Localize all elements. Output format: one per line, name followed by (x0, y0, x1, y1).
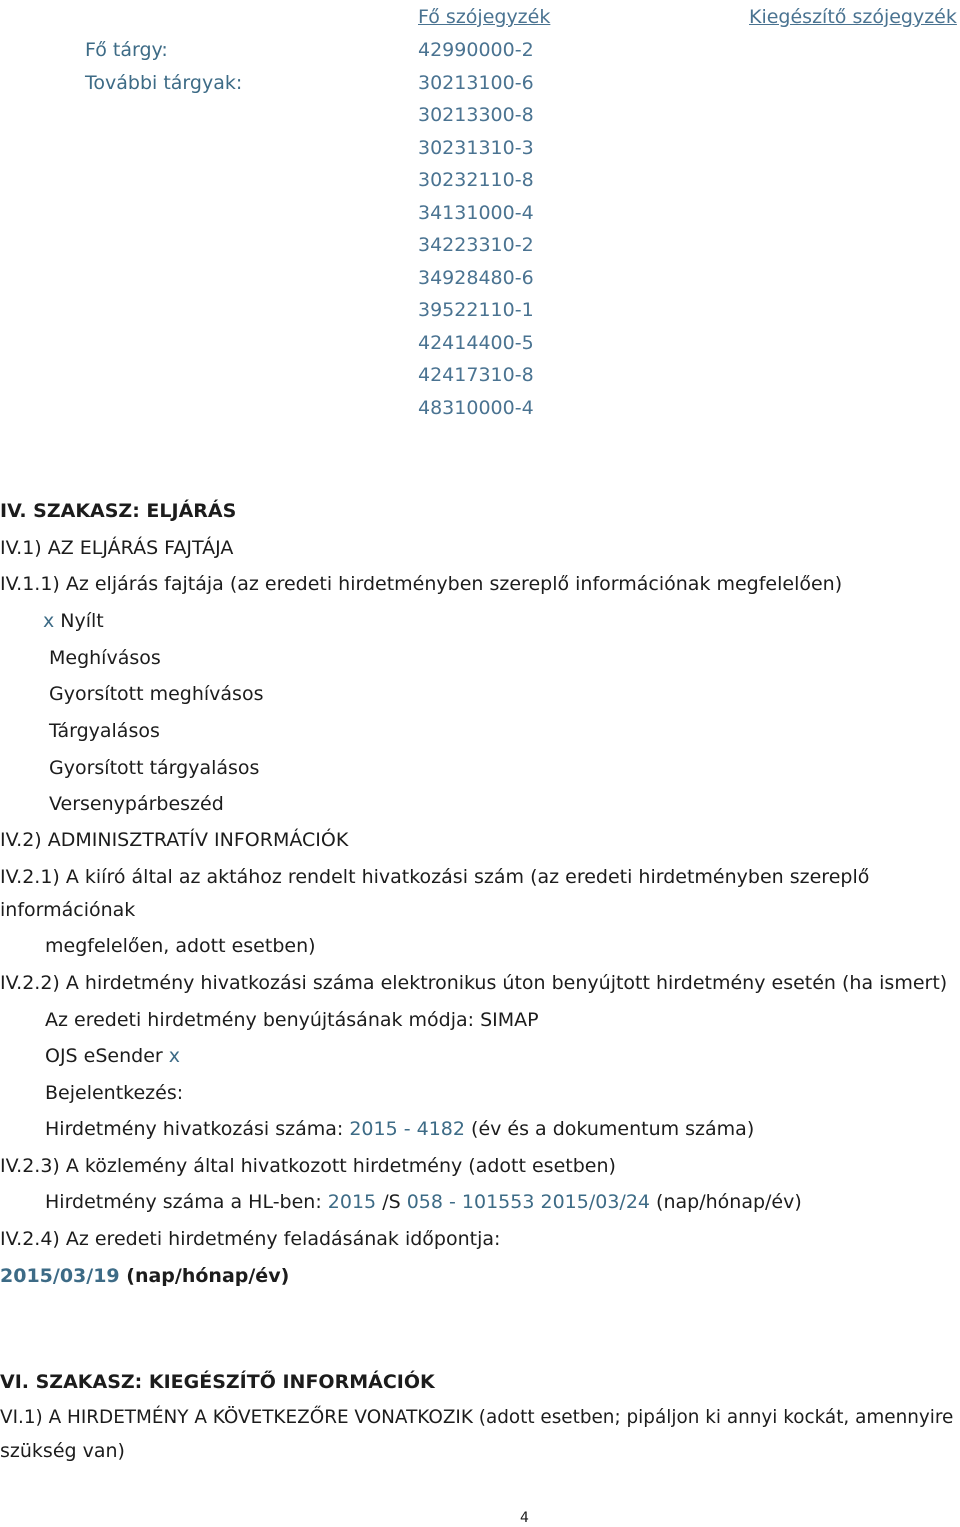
iv11-heading: IV.1.1) Az eljárás fajtája (az eredeti hirdetményben szereplő információnak megfelelően) (0, 573, 843, 595)
section-vi-title: VI. SZAKASZ: KIEGÉSZÍTŐ INFORMÁCIÓK (0, 1371, 435, 1393)
option-label: Nyílt (60, 610, 104, 632)
vi1-heading-line1: VI.1) A HIRDETMÉNY A KÖVETKEZŐRE VONATKOZIK (adott esetben; pipáljon ki annyi kockát, amennyire (0, 1407, 954, 1428)
ojs-esender-row (45, 1045, 180, 1068)
procedure-option-open (43, 610, 104, 633)
procedure-option: Gyorsított tárgyalásos (49, 757, 260, 779)
section-iv-title: IV. SZAKASZ: ELJÁRÁS (0, 500, 237, 522)
additional-cpv-code: 39522110-1 (418, 299, 534, 321)
iv21-heading-line2: információnak (0, 899, 136, 921)
iv21-heading-line3: megfelelően, adott esetben) (45, 935, 316, 957)
vi1-heading-line2: szükség van) (0, 1440, 125, 1462)
oj-notice-row (45, 1191, 802, 1214)
ojs-esender-label: OJS eSender (45, 1045, 163, 1067)
oj-notice-number: 058 - 101553 2015/03/24 (406, 1191, 650, 1213)
procedure-option: Tárgyalásos (49, 720, 160, 742)
notice-reference-label: Hirdetmény hivatkozási száma: (45, 1118, 344, 1140)
supplementary-vocabulary-header: Kiegészítő szójegyzék (749, 6, 957, 28)
login-label: Bejelentkezés: (45, 1082, 184, 1104)
additional-cpv-code: 34928480-6 (418, 267, 534, 289)
notice-reference-suffix: (év és a dokumentum száma) (471, 1118, 755, 1140)
procedure-option: Versenypárbeszéd (49, 793, 224, 815)
additional-cpv-code: 30213100-6 (418, 72, 534, 94)
additional-objects-label: További tárgyak: (85, 72, 243, 94)
iv2-heading: IV.2) ADMINISZTRATÍV INFORMÁCIÓK (0, 829, 349, 851)
additional-cpv-code: 48310000-4 (418, 397, 534, 419)
page-number: 4 (520, 1510, 529, 1526)
procedure-option: Gyorsított meghívásos (49, 683, 264, 705)
iv21-heading-line1: IV.2.1) A kiíró által az aktához rendelt hivatkozási szám (az eredeti hirdetményben szereplő (0, 866, 870, 888)
oj-notice-suffix: (nap/hónap/év) (656, 1191, 802, 1213)
selected-mark: x (168, 1045, 180, 1067)
oj-notice-label: Hirdetmény száma a HL-ben: (45, 1191, 322, 1213)
main-cpv-code: 42990000-2 (418, 39, 534, 61)
iv22-heading: IV.2.2) A hirdetmény hivatkozási száma elektronikus úton benyújtott hirdetmény esetén (ha ismert) (0, 972, 948, 994)
additional-cpv-code: 30232110-8 (418, 169, 534, 191)
dispatch-date-suffix: (nap/hónap/év) (126, 1265, 290, 1287)
procedure-option: Meghívásos (49, 647, 161, 669)
additional-cpv-code: 34223310-2 (418, 234, 534, 256)
iv23-heading: IV.2.3) A közlemény által hivatkozott hirdetmény (adott esetben) (0, 1155, 616, 1177)
additional-cpv-code: 42414400-5 (418, 332, 534, 354)
additional-cpv-code: 30231310-3 (418, 137, 534, 159)
iv24-heading: IV.2.4) Az eredeti hirdetmény feladásának időpontja: (0, 1228, 501, 1250)
iv1-heading: IV.1) AZ ELJÁRÁS FAJTÁJA (0, 537, 234, 559)
dispatch-date-row (0, 1265, 289, 1288)
oj-notice-year: 2015 (327, 1191, 377, 1213)
dispatch-date-value: 2015/03/19 (0, 1265, 120, 1287)
main-object-label: Fő tárgy: (85, 39, 168, 61)
additional-cpv-code: 30213300-8 (418, 104, 534, 126)
notice-reference-value: 2015 - 4182 (349, 1118, 465, 1140)
notice-reference-row (45, 1118, 754, 1141)
additional-cpv-code: 34131000-4 (418, 202, 534, 224)
main-vocabulary-header: Fő szójegyzék (418, 6, 551, 28)
oj-notice-series: /S (382, 1191, 401, 1213)
selected-mark: x (43, 610, 55, 632)
additional-cpv-code: 42417310-8 (418, 364, 534, 386)
submission-method: Az eredeti hirdetmény benyújtásának módja: SIMAP (45, 1009, 539, 1031)
